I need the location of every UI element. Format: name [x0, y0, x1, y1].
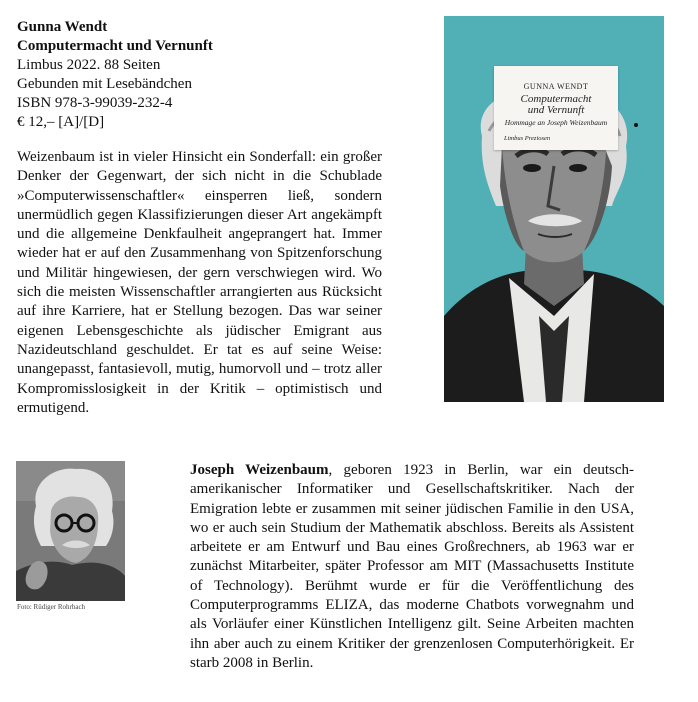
cover-title — [494, 94, 618, 116]
author-photo — [16, 461, 125, 601]
cover-author: GUNNA WENDT — [523, 82, 589, 91]
book-cover-image — [444, 16, 664, 402]
cover-subtitle: Hommage an Joseph Weizenbaum — [504, 118, 608, 127]
cover-title-line1: Computermacht — [520, 93, 592, 105]
book-info — [17, 18, 397, 132]
book-binding: Gebunden mit Lesebändchen — [17, 76, 192, 92]
book-price: € 12,– [A]/[D] — [17, 114, 105, 130]
book-title: Computermacht und Vernunft — [17, 38, 213, 54]
bio-text: , geboren 1923 in Berlin, war ein deutsch-amerikanischer Informatiker und Gesellschaftskritiker. Nach der Emigration lebte er zusammen mit seiner jüdischen Familie in den USA, wo er auch sein Studium der Mathematik abschloss. Bereits als Assistent arbeitete er am Entwurf und Bau eines Großrechners, ab 1963 war er zunächst Mitarbeiter, später Professor am MIT (Massachusetts Institute of Technology). Berühmt wurde er für die Veröffentlichung des Computerprogramms ELIZA, das moderne Chatbots vorwegnahm und als Vorläufer einer Künstlichen Intelligenz gilt. Seine Arbeiten machten ihn aber auch zu einem Kritiker der grenzenlosen Computerhörigkeit. Er starb 2008 in Berlin. — [190, 462, 634, 671]
book-isbn: ISBN 978-3-99039-232-4 — [17, 95, 173, 111]
bio-author-name: Joseph Weizenbaum — [190, 462, 329, 478]
book-description: Weizenbaum ist in vieler Hinsicht ein Sonderfall: ein großer Denker der Gegenwart, der sich nicht in die Schublade »Computerwissenschaftler« einsperren ließ, sondern unermüdlich gegen Klassifizierungen dieser Art angekämpft und die allgemeine Denkfaulheit angeprangert hat. Immer wieder hat er auf den Zusammenhang von Spitzenforschung und Militär hingewiesen, der gern verschwiegen wird. Wo sich die meisten Wissenschaftler arrangierten aus Rücksicht auf ihre Karriere, hat er Stellung bezogen. Das war seiner eigenen Lebensgeschichte als jüdischer Emigrant aus Nazideutschland geschuldet. Er tat es auf seine Weise: unangepasst, fantasievoll, mutig, humorvoll und – trotz aller Kompromisslosigkeit in der Kritik – optimistisch und ermutigend. — [17, 149, 382, 416]
cover-title-label — [494, 66, 618, 150]
author-bio — [190, 461, 634, 673]
cover-title-line2: und Vernunft — [527, 104, 585, 116]
book-publisher-line: Limbus 2022. 88 Seiten — [17, 57, 161, 73]
cover-publisher: Limbus Preziosen — [504, 135, 551, 142]
book-author: Gunna Wendt — [17, 19, 108, 35]
photo-credit: Foto: Rüdiger Rohrbach — [17, 603, 86, 611]
cover-dot — [634, 123, 638, 127]
author-photo-illustration — [16, 461, 125, 601]
